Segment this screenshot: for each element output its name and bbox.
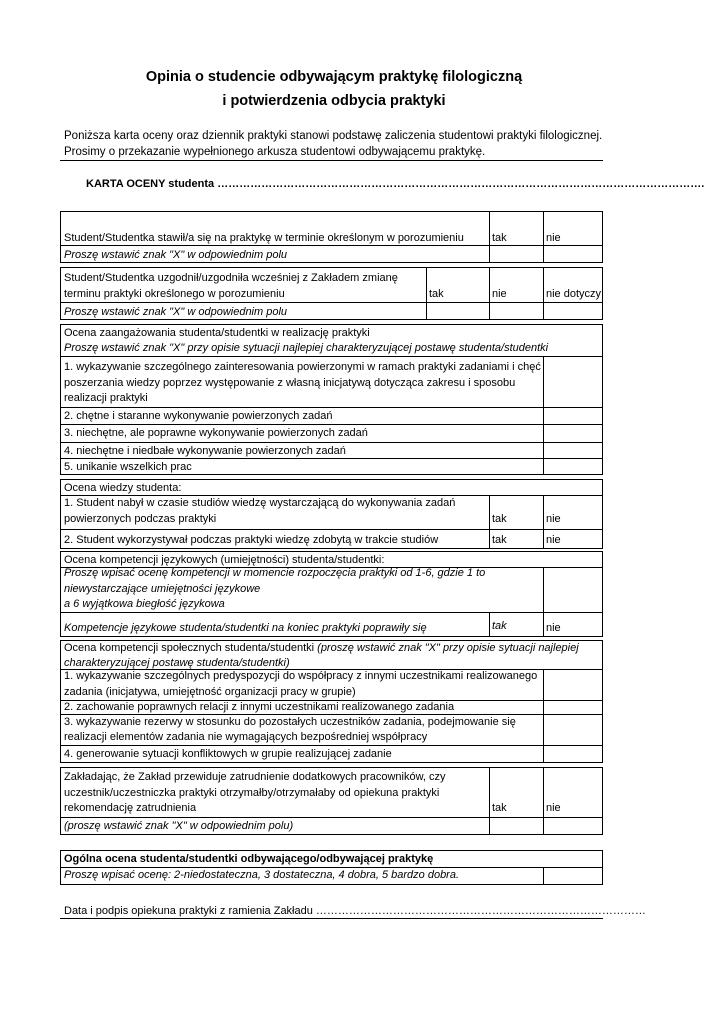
attendance-no-cell[interactable] [543, 246, 544, 262]
attendance-instruction: Proszę wstawić znak "X" w odpowiednim polu [64, 249, 288, 261]
attendance-question: Student/Studentka stawił/a się na praktykę w terminie określonym w porozumieniu [64, 232, 464, 244]
schedule-change-yes-label: tak [429, 288, 444, 300]
engagement-instruction: Proszę wstawić znak "X" przy opisie sytuacji najlepiej charakteryzującej postawę studenta/studentki [64, 342, 549, 354]
social-item-4: 4. generowanie sytuacji konfliktowych w grupie realizującej zadanie [64, 748, 392, 760]
section-employment-recommendation [60, 767, 603, 835]
knowledge-header: Ocena wiedzy studenta: [64, 482, 182, 494]
social-item-2: 2. zachowanie poprawnych relacji z innymi uczestnikami realizowanego zadania [64, 701, 455, 713]
overall-grade-cell[interactable] [543, 867, 544, 884]
knowledge-q1-no-label: nie [546, 513, 561, 525]
attendance-yes-cell[interactable] [489, 246, 490, 262]
knowledge-q2-yes-label: tak [492, 534, 507, 546]
social-header-line-2: charakteryzującej postawę studenta/studentki) [64, 657, 290, 669]
social-item-1-line-1: 1. wykazywanie szczególnych predyspozycji do współpracy z innymi uczestnikami realizowanego [64, 670, 538, 682]
document-title: Opinia o studencie odbywającym praktykę filologiczną [145, 69, 523, 85]
attendance-no-label: nie [546, 232, 561, 244]
section-schedule-change [60, 267, 603, 320]
social-item-3-line-1: 3. wykazywanie rezerwy w stosunku do pozostałych uczestników zadania, podejmowanie się [64, 716, 516, 728]
engagement-item-3: 3. niechętne, ale poprawne wykonywanie powierzonych zadań [64, 427, 368, 439]
social-item-1-line-2: zadania (inicjatywa, umiejętność organizacji pracy w grupie) [64, 686, 356, 698]
engagement-header: Ocena zaangażowania studenta/studentki w realizację praktyki [64, 327, 370, 339]
section-knowledge [60, 479, 603, 549]
language-instruction-line-2: niewystarczające umiejętności językowe [64, 583, 261, 595]
employment-line-1: Zakładając, że Zakład przewiduje zatrudnienie dodatkowych pracowników, czy [64, 771, 446, 783]
knowledge-q1-line-1: 1. Student nabył w czasie studiów wiedzę wystarczającą do wykonywania zadań [64, 497, 456, 509]
language-no-label: nie [546, 622, 561, 634]
document-subtitle: i potwierdzenia odbycia praktyki [222, 93, 446, 109]
social-item-3-line-2: realizacji elementów zadania nie wymagających bezpośredniej współpracy [64, 731, 428, 743]
language-instruction-line-1: Proszę wpisać ocenę kompetencji w momencie rozpoczęcia praktyki od 1-6, gdzie 1 to [64, 567, 486, 579]
social-header-line-1: Ocena kompetencji społecznych studenta/studentki (proszę wstawić znak "X" przy opisie sytuacji najlepiej [64, 642, 579, 654]
intro-line-1: Poniższa karta oceny oraz dziennik praktyki stanowi podstawę zaliczenia studentowi praktyki filologicznej. [64, 130, 603, 142]
employment-line-2: uczestnik/uczestniczka praktyki otrzymałby/otrzymałaby od opiekuna praktyki [64, 787, 440, 799]
intro-divider [60, 160, 603, 161]
language-yes-label: tak [492, 620, 507, 632]
engagement-item-1-line-3: realizacji praktyki [64, 392, 148, 404]
language-instruction-line-3: a 6 wyjątkowa biegłość językowa [64, 598, 225, 610]
knowledge-q2: 2. Student wykorzystywał podczas praktyki wiedzę zdobytą w trakcie studiów [64, 534, 439, 546]
overall-grade-header: Ogólna ocena studenta/studentki odbywającego/odbywającej praktykę [64, 853, 434, 865]
engagement-item-4: 4. niechętne i niedbałe wykonywanie powierzonych zadań [64, 445, 346, 457]
knowledge-q2-no-label: nie [546, 534, 561, 546]
intro-line-2: Prosimy o przekazanie wypełnionego arkusza studentowi odbywającemu praktykę. [64, 146, 486, 158]
schedule-change-line-1: Student/Studentka uzgodnił/uzgodniła wcześniej z Zakładem zmianę [64, 272, 398, 284]
footer-divider [60, 918, 603, 919]
overall-grade-instruction: Proszę wpisać ocenę: 2-niedostateczna, 3 dostateczna, 4 dobra, 5 bardzo dobra. [64, 869, 460, 881]
schedule-change-instruction: Proszę wstawić znak "X" w odpowiednim polu [64, 306, 288, 318]
section-attendance [60, 211, 603, 263]
engagement-item-1-line-2: poszerzania wiedzy poprzez występowanie z własną inicjatywą dotycząca zakresu i sposobu [64, 377, 516, 389]
engagement-item-1-line-1: 1. wykazywanie szczególnego zainteresowania powierzonymi w ramach praktyki zadaniami i chęć [64, 361, 541, 373]
section-overall-grade [60, 850, 603, 885]
section-social-competence [60, 640, 603, 763]
engagement-item-5: 5. unikanie wszelkich prac [64, 461, 192, 473]
employment-no-label: nie [546, 802, 561, 814]
karta-oceny-label: KARTA OCENY studenta ……………………………………………………………………………………………………………………. [86, 178, 705, 190]
employment-instruction: (proszę wstawić znak "X" w odpowiednim polu) [64, 820, 294, 832]
knowledge-q1-line-2: powierzonych podczas praktyki [64, 513, 217, 525]
employment-yes-label: tak [492, 802, 507, 814]
attendance-yes-label: tak [492, 232, 507, 244]
schedule-change-line-2: terminu praktyki określonego w porozumieniu [64, 288, 285, 300]
language-header: Ocena kompetencji językowych (umiejętności) studenta/studentki: [64, 554, 385, 566]
employment-line-3: rekomendację zatrudnienia [64, 802, 197, 814]
engagement-item-2: 2. chętne i staranne wykonywanie powierzonych zadań [64, 410, 333, 422]
knowledge-q1-yes-label: tak [492, 513, 507, 525]
schedule-change-no-label: nie [492, 288, 507, 300]
supervisor-signature-line: Data i podpis opiekuna praktyki z ramienia Zakładu ……………………………………………………………………………… [64, 905, 646, 917]
section-language [60, 551, 603, 637]
schedule-change-na-label: nie dotyczy [546, 288, 602, 300]
section-engagement [60, 324, 603, 475]
language-improvement-question: Kompetencje językowe studenta/studentki na koniec praktyki poprawiły się [64, 622, 427, 634]
